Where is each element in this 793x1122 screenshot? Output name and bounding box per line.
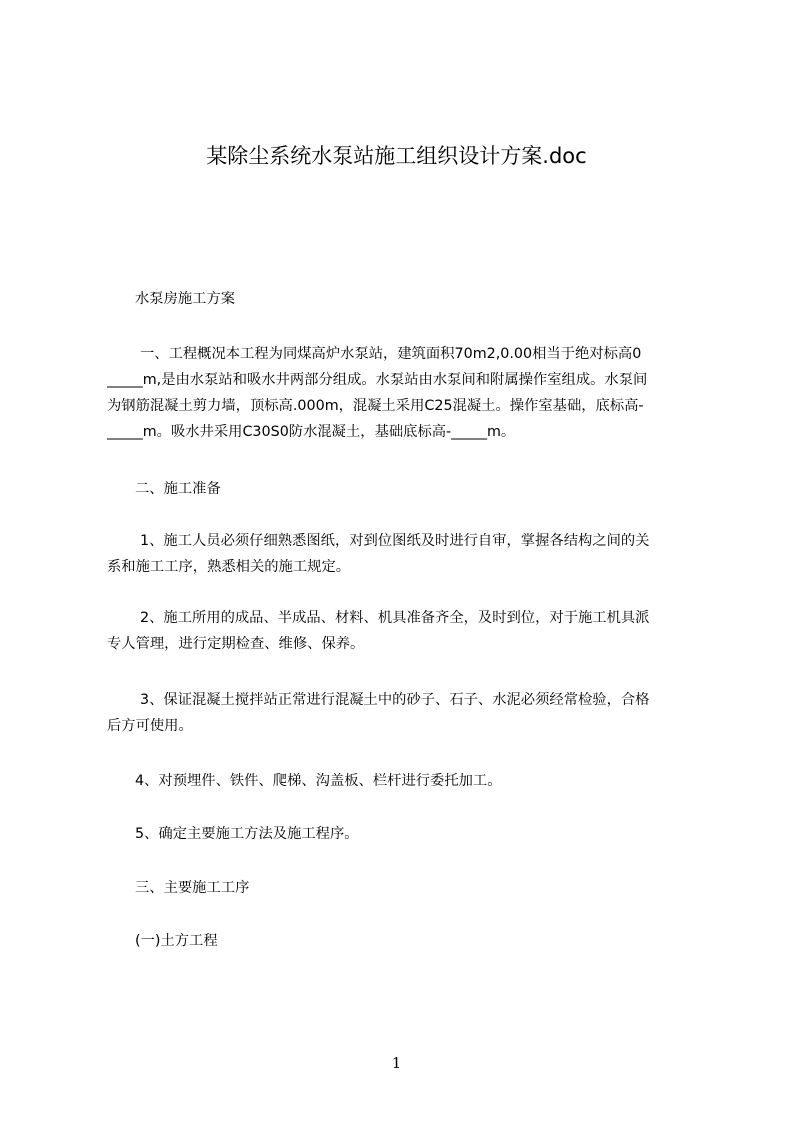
prep-item-5-text: 5、确定主要施工方法及施工程序。 (135, 826, 359, 842)
prep-item-2-line-2: 专人管理，进行定期检查、维修、保养。 (107, 636, 365, 652)
overview-line-1: 一、工程概况本工程为同煤高炉水泵站，建筑面积70m2,0.00相当于绝对标高0 (140, 346, 642, 362)
prep-item-3-line-1: 3、保证混凝土搅拌站正常进行混凝土中的砂子、石子、水泥必须经常检验，合格 (140, 692, 650, 708)
page-number: 1 (391, 1054, 402, 1072)
prep-item-3-line-2: 后方可使用。 (107, 718, 193, 734)
prep-item-1 (107, 528, 707, 580)
prep-item-5 (107, 821, 707, 847)
sub-earthwork-text: (一)土方工程 (135, 933, 218, 949)
heading-prep (107, 476, 707, 502)
prep-item-1-line-2: 系和施工工序，熟悉相关的施工规定。 (107, 559, 351, 575)
heading-prep-text: 二、施工准备 (135, 481, 221, 497)
heading-process (107, 875, 707, 901)
prep-item-4-text: 4、对预埋件、铁件、爬梯、沟盖板、栏杆进行委托加工。 (135, 773, 502, 789)
prep-item-2-line-1: 2、施工所用的成品、半成品、材料、机具准备齐全，及时到位，对于施工机具派 (140, 610, 650, 626)
overview-line-4: _____m。吸水井采用C30S0防水混凝土，基础底标高-_____m。 (107, 424, 516, 440)
sub-earthwork (107, 928, 707, 954)
prep-item-2 (107, 605, 707, 657)
overview-paragraph (107, 341, 707, 445)
overview-line-3: 为钢筋混凝土剪力墙，顶标高.000m，混凝土采用C25混凝土。操作室基础，底标高- (107, 398, 644, 414)
document-title: 某除尘系统水泵站施工组织设计方案.doc (206, 144, 587, 168)
prep-item-3 (107, 687, 707, 739)
heading-plan-text: 水泵房施工方案 (135, 291, 236, 307)
heading-plan (107, 286, 707, 312)
prep-item-1-line-1: 1、施工人员必须仔细熟悉图纸，对到位图纸及时进行自审，掌握各结构之间的关 (140, 533, 650, 549)
overview-line-2: _____m,是由水泵站和吸水井两部分组成。水泵站由水泵间和附属操作室组成。水泵间 (107, 372, 648, 388)
prep-item-4 (107, 768, 707, 794)
heading-process-text: 三、主要施工工序 (135, 880, 250, 896)
